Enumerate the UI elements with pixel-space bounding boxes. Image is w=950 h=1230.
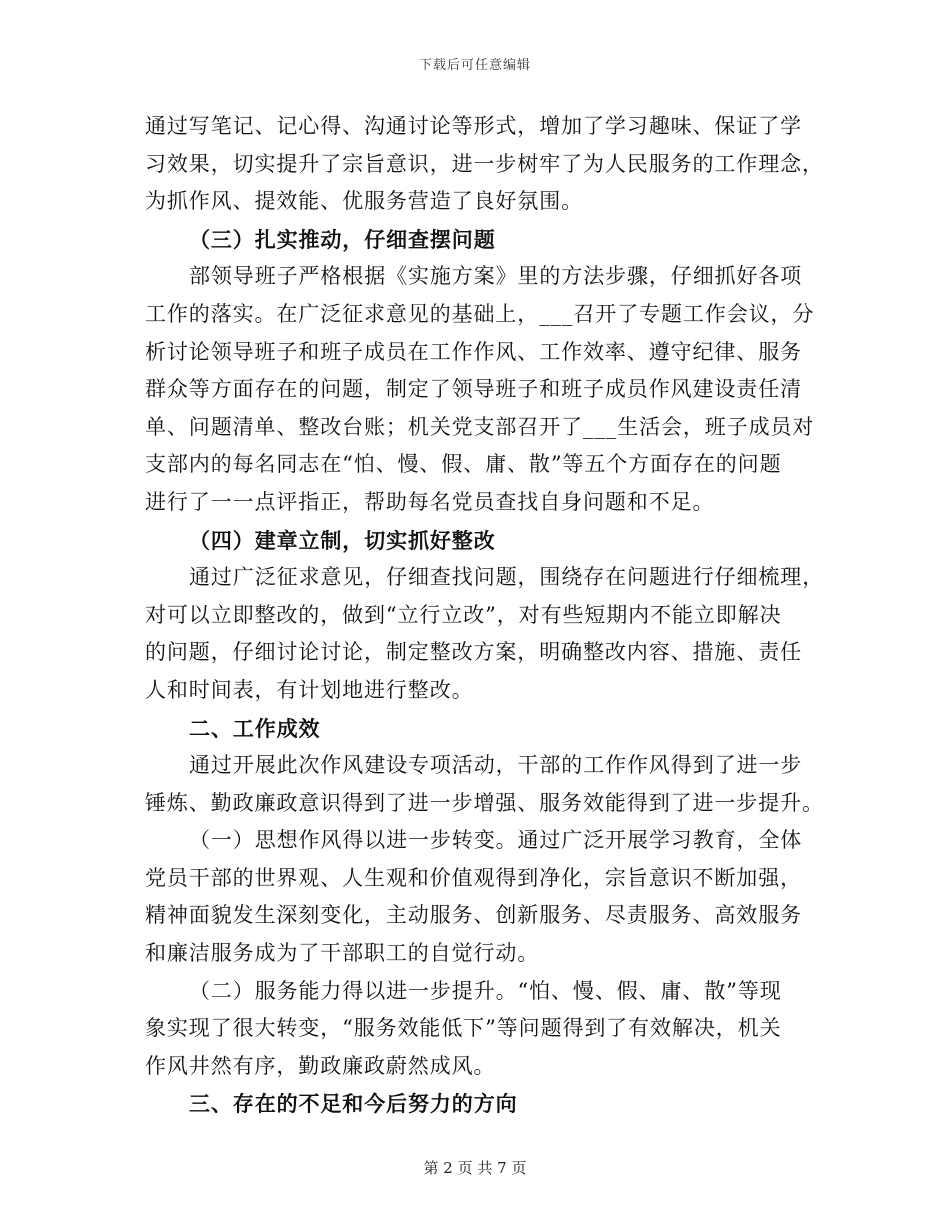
paragraph-line: 作风井然有序，勤政廉政蔚然成风。: [145, 1053, 496, 1078]
section-heading: 二、工作成效: [189, 715, 321, 741]
section-heading: （三）扎实推动，仔细查摆问题: [189, 226, 496, 252]
paragraph-line: 和廉洁服务成为了干部职工的自觉行动。: [145, 941, 540, 966]
document-body: [145, 108, 825, 1123]
paragraph-line: 精神面貌发生深刻变化，主动服务、创新服务、尽责服务、高效服务: [145, 903, 802, 928]
paragraph-line: 的问题，仔细讨论讨论，制定整改方案，明确整改内容、措施、责任: [145, 640, 802, 665]
paragraph-line: 人和时间表，有计划地进行整改。: [145, 677, 474, 702]
paragraph-line: 为抓作风、提效能、优服务营造了良好氛围。: [145, 189, 583, 214]
paragraph-line: （二）服务能力得以进一步提升。“怕、慢、假、庸、散”等现: [189, 978, 782, 1003]
paragraph-line: 通过开展此次作风建设专项活动，干部的工作作风得到了进一步: [189, 753, 803, 778]
paragraph-line: 通过广泛征求意见，仔细查找问题，围绕存在问题进行仔细梳理，: [189, 565, 825, 590]
paragraph-line: 对可以立即整改的，做到“立行立改”，对有些短期内不能立即解决: [145, 602, 782, 627]
paragraph-line: 析讨论领导班子和班子成员在工作作风、工作效率、遵守纪律、服务: [145, 339, 802, 364]
paragraph-line: 通过写笔记、记心得、沟通讨论等形式，增加了学习趣味、保证了学: [145, 114, 802, 138]
paragraph-line: 工作的落实。在广泛征求意见的基础上，___召开了专题工作会议，分: [145, 301, 815, 326]
page-number: 第 2 页 共 7 页: [423, 1159, 527, 1177]
paragraph-line: 进行了一一点评指正，帮助每名党员查找自身问题和不足。: [145, 489, 715, 514]
paragraph-line: 习效果，切实提升了宗旨意识，进一步树牢了为人民服务的工作理念，: [145, 151, 824, 176]
paragraph-line: 党员干部的世界观、人生观和价值观得到净化，宗旨意识不断加强，: [145, 865, 802, 890]
paragraph-line: （一）思想作风得以进一步转变。通过广泛开展学习教育，全体: [189, 828, 803, 853]
paragraph-line: 群众等方面存在的问题，制定了领导班子和班子成员作风建设责任清: [145, 377, 802, 402]
paragraph-line: 支部内的每名同志在“怕、慢、假、庸、散”等五个方面存在的问题: [145, 452, 782, 477]
paragraph-line: 单、问题清单、整改台账；机关党支部召开了___生活会，班子成员对: [145, 414, 815, 439]
section-heading: （四）建章立制，切实抓好整改: [189, 527, 496, 553]
header-note: 下载后可任意编辑: [418, 58, 531, 73]
paragraph-line: 锤炼、勤政廉政意识得到了进一步增强、服务效能得到了进一步提升。: [145, 790, 824, 815]
paragraph-line: 象实现了很大转变，“服务效能低下”等问题得到了有效解决，机关: [145, 1016, 782, 1041]
section-heading: 三、存在的不足和今后努力的方向: [189, 1091, 518, 1117]
paragraph-line: 部领导班子严格根据《实施方案》里的方法步骤，仔细抓好各项: [189, 264, 803, 289]
